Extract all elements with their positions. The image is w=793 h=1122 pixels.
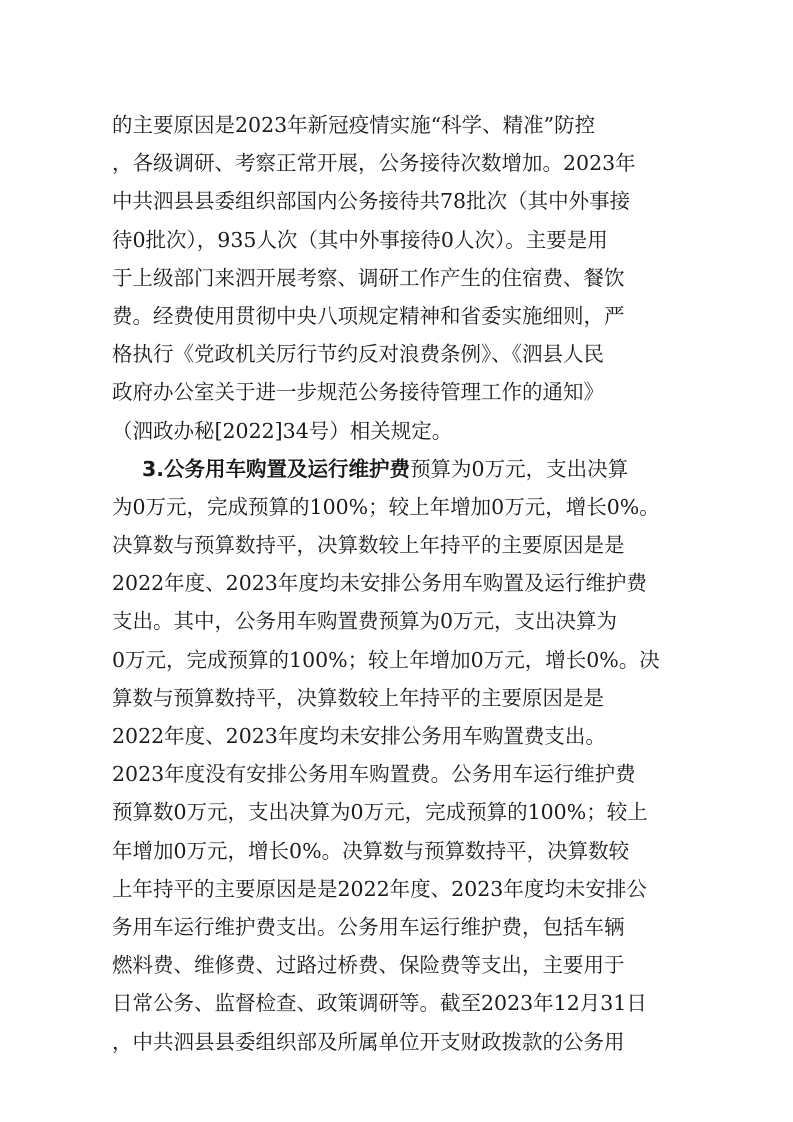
text-line: ，中共泗县县委组织部及所属单位开支财政拨款的公务用	[112, 1029, 625, 1054]
text-line: 燃料费、维修费、过路过桥费、保险费等支出，主要用于	[112, 953, 625, 978]
text-line: 的主要原因是2023年新冠疫情实施“科学、精准”防控	[112, 113, 596, 137]
text-line: 0万元，完成预算的100%；较上年增加0万元，增长0%。决	[112, 647, 660, 672]
text-line: 格执行《党政机关厉行节约反对浪费条例》、《泗县人民	[112, 342, 604, 367]
text-line: 待0批次），935人次（其中外事接待0人次）。主要是用	[112, 227, 608, 252]
text-line: （泗政办秘[2022]34号）相关规定。	[112, 418, 453, 443]
text-line: 务用车运行维护费支出。公务用车运行维护费，包括车辆	[112, 914, 625, 939]
text-line: 为0万元，完成预算的100%；较上年增加0万元，增长0%。	[112, 494, 660, 519]
text-line: 费。经费使用贯彻中央八项规定精神和省委实施细则，严	[112, 303, 625, 328]
text-line: 决算数与预算数持平，决算数较上年持平的主要原因是是	[112, 533, 625, 558]
text-line: 日常公务、监督检查、政策调研等。截至2023年12月31日	[112, 991, 647, 1016]
heading-line-text: 预算为0万元，支出决算	[410, 456, 629, 481]
text-line: 2022年度、2023年度均未安排公务用车购置费支出。	[112, 724, 606, 748]
section-heading: 3.公务用车购置及运行维护费	[142, 456, 411, 481]
text-line: 2022年度、2023年度均未安排公务用车购置及运行维护费	[112, 571, 647, 596]
text-line: 算数与预算数持平，决算数较上年持平的主要原因是是	[112, 685, 604, 710]
text-line: 支出。其中，公务用车购置费预算为0万元，支出决算为	[112, 609, 618, 634]
text-line: 政府办公室关于进一步规范公务接待管理工作的通知》	[112, 380, 604, 405]
section-heading-line	[112, 450, 692, 488]
text-line: 中共泗县县委组织部国内公务接待共78批次（其中外事接	[112, 189, 631, 214]
document-body	[112, 106, 692, 1061]
text-line: 预算数0万元，支出决算为0万元，完成预算的100%；较上	[112, 800, 648, 825]
text-line: ，各级调研、考察正常开展，公务接待次数增加。2023年	[112, 151, 636, 176]
text-line: 年增加0万元，增长0%。决算数与预算数持平，决算数较	[112, 838, 630, 863]
text-line: 于上级部门来泗开展考察、调研工作产生的住宿费、餐饮	[112, 265, 625, 290]
text-line: 2023年度没有安排公务用车购置费。公务用车运行维护费	[112, 762, 636, 787]
text-line: 上年持平的主要原因是是2022年度、2023年度均未安排公	[112, 876, 647, 901]
